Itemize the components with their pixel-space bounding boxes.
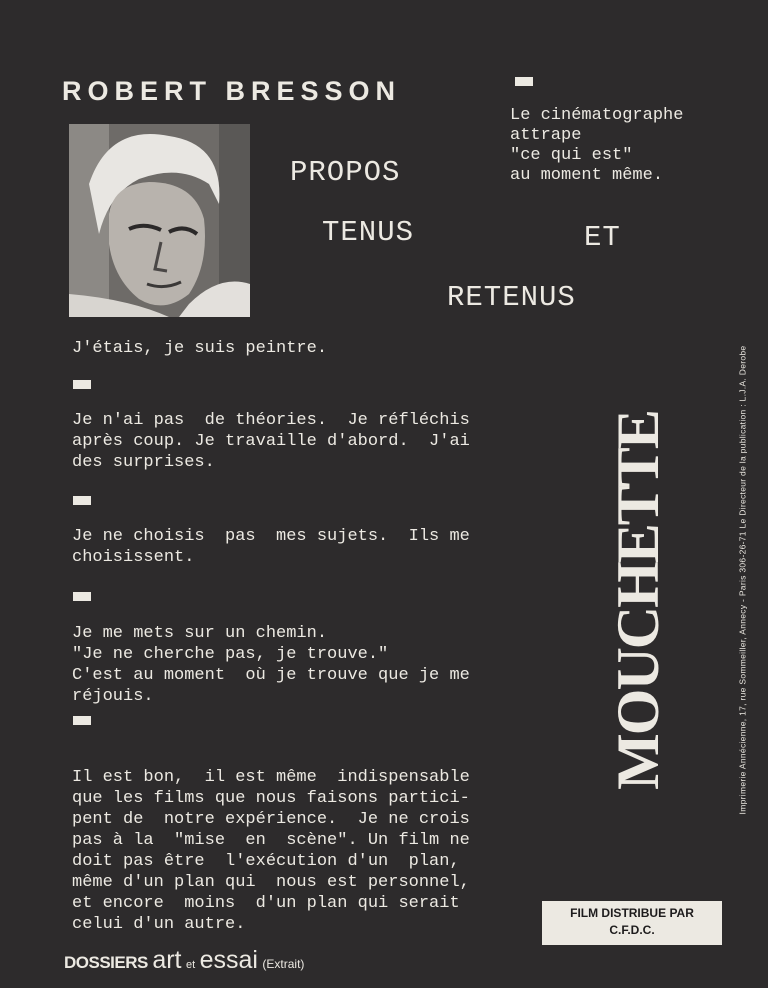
footer-extrait: (Extrait) [262,957,305,971]
film-title: MOUCHETTE [604,411,671,790]
title-tenus: TENUS [322,216,415,249]
distributor-line-2: C.F.D.C. [609,923,655,937]
paragraph-3: Je ne choisis pas mes sujets. Ils me choisissent. [72,527,470,567]
footer-et: et [185,959,196,971]
title-retenus: RETENUS [447,281,576,314]
footer-dossiers: DOSSIERS [64,953,148,972]
print-credit: Imprimerie Annécienne, 17, rue Sommeiller, Annecy - Paris 306-26-71 Le Directeur de la publication : L.J.A. Derobe [737,345,747,815]
paragraph-5: Il est bon, il est même indispensable que les films que nous faisons partici- pent de notre expérience. Je ne crois pas à la "mise en scène". Un film ne doit pas être l'exécution d'un plan, même d'un plan qui nous est personnel, et encore moins d'un plan qui serait celui d'un autre. [72,768,470,934]
title-et: ET [584,221,621,254]
separator-dash [73,716,91,725]
author-name: ROBERT BRESSON [62,76,402,106]
separator-dash [515,77,533,86]
author-photo [69,124,250,317]
paragraph-2: Je n'ai pas de théories. Je réfléchis après coup. Je travaille d'abord. J'ai des surprises. [72,411,470,472]
title-propos: PROPOS [290,156,401,189]
portrait-image [69,124,250,317]
distributor-line-1: FILM DISTRIBUE PAR [570,906,694,920]
separator-dash [73,496,91,505]
paragraph-4: Je me mets sur un chemin. "Je ne cherche pas, je trouve." C'est au moment où je trouve que je me réjouis. [72,624,470,706]
separator-dash [73,380,91,389]
print-credit-vertical [686,250,768,910]
distributor-badge [542,901,722,945]
publication-footer [64,946,304,975]
paragraph-1: J'étais, je suis peintre. [72,339,328,358]
separator-dash [73,592,91,601]
film-title-vertical [582,411,694,790]
footer-art: art [152,946,182,974]
footer-essai: essai [199,946,258,974]
top-quote: Le cinématographe attrape "ce qui est" au moment même. [510,106,684,185]
